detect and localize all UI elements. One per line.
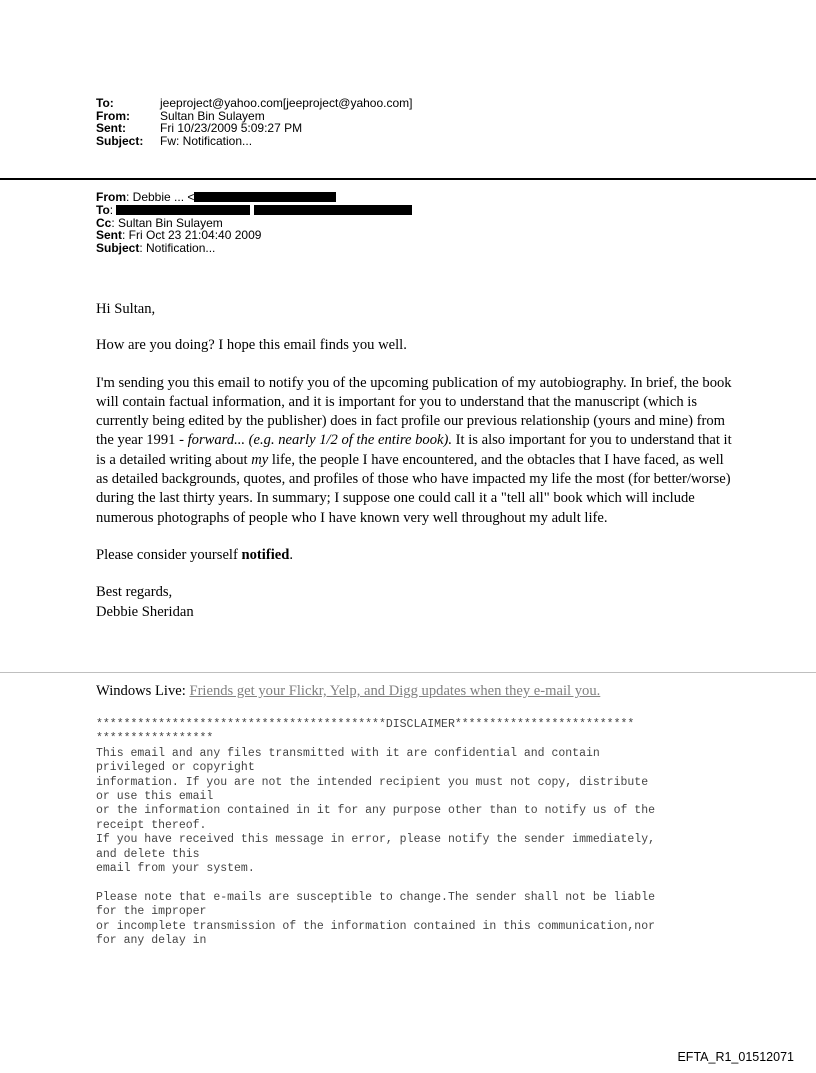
fwd-from-label: From bbox=[96, 190, 126, 204]
windows-live-link[interactable]: Friends get your Flickr, Yelp, and Digg updates when they e-mail you. bbox=[189, 683, 601, 699]
closing: Best regards, bbox=[96, 584, 173, 601]
subject-label: Subject: bbox=[96, 133, 144, 148]
text-run: It is also important for you to understand that it is a detailed writing about bbox=[96, 432, 732, 468]
fwd-sent-value: : Fri Oct 23 21:04:40 2009 bbox=[122, 228, 262, 243]
fwd-from-value: : Debbie ... < bbox=[126, 190, 195, 204]
paragraph: How are you doing? I hope this email finds you well. bbox=[96, 337, 407, 354]
sent-label: Sent: bbox=[96, 121, 126, 135]
redaction-block bbox=[254, 205, 412, 215]
text-run: . bbox=[289, 546, 293, 563]
windows-live-promo bbox=[96, 683, 600, 700]
redaction-block bbox=[194, 192, 336, 202]
paragraph bbox=[96, 546, 736, 565]
forwarded-header bbox=[96, 191, 412, 255]
italic-text: my bbox=[251, 451, 269, 468]
subject-value: Fw: Notification... bbox=[160, 133, 253, 148]
text-run: I'm sending you this email to notify you of the upcoming publication of my autobiography. In brief, the book will contain factual information, and it is important for you to understand that the manuscript (which is currently being edited by the publisher) does in fact profile our previous relationship (yours and mine) from the year 1991 - bbox=[96, 374, 732, 449]
redaction-block bbox=[116, 205, 250, 215]
from-value: Sultan Bin Sulayem bbox=[160, 108, 265, 123]
fwd-cc-label: Cc bbox=[96, 215, 112, 230]
footer-divider bbox=[0, 672, 816, 673]
from-label: From: bbox=[96, 108, 130, 123]
email-header bbox=[96, 97, 413, 147]
bold-text: notified bbox=[241, 546, 290, 563]
text-run: life, the people I have encountered, and the obtacles that I have faced, as well as detailed backgrounds, quotes, and profiles of those who have impacted my life the most (for better/worse) during the last thirty years. In summary; I suppose one could call it a "tell all" book which will include numerous photographs of people who I have known very well throughout my adult life. bbox=[96, 451, 731, 526]
to-label: To: bbox=[96, 96, 114, 110]
fwd-cc-value: : Sultan Bin Sulayem bbox=[111, 215, 223, 230]
fwd-from-row bbox=[96, 191, 412, 204]
fwd-subject-value: : Notification... bbox=[139, 241, 216, 256]
to-value: jeeproject@yahoo.com[jeeproject@yahoo.com] bbox=[160, 96, 413, 110]
windows-live-label: Windows Live: bbox=[96, 683, 190, 699]
italic-text: forward... (e.g. nearly 1/2 of the entire book). bbox=[187, 432, 452, 449]
fwd-to-value: : bbox=[109, 202, 117, 217]
fwd-sent-label: Sent bbox=[96, 228, 123, 243]
fwd-subject-label: Subject bbox=[96, 241, 140, 256]
text-run: Please consider yourself bbox=[96, 546, 242, 563]
subject-row bbox=[96, 135, 413, 148]
fwd-to-label: To bbox=[96, 202, 110, 217]
document-id: EFTA_R1_01512071 bbox=[677, 1050, 794, 1064]
fwd-subject-row bbox=[96, 242, 412, 255]
sent-row bbox=[96, 122, 413, 135]
signature: Debbie Sheridan bbox=[96, 603, 194, 620]
to-row bbox=[96, 97, 413, 110]
header-divider bbox=[0, 178, 816, 180]
disclaimer: ******************************************DISCLAIMER************************** ***************** This email and any files transmitted with it are confidential and contain privileged or copyright information. If you are not the intended recipient you must not copy, distribute or use this email or the information contained in it for any purpose other than to notify us of the receipt thereof. If you have received this message in error, please notify the sender immediately, and delete this email from your system. Please note that e-mails are susceptible to change.The sender shall not be liable for the improper or incomplete transmission of the information contained in this communication,nor for any delay in bbox=[96, 718, 655, 948]
sent-value: Fri 10/23/2009 5:09:27 PM bbox=[160, 121, 303, 135]
greeting: Hi Sultan, bbox=[96, 301, 156, 317]
email-body bbox=[96, 300, 736, 622]
paragraph bbox=[96, 374, 736, 528]
